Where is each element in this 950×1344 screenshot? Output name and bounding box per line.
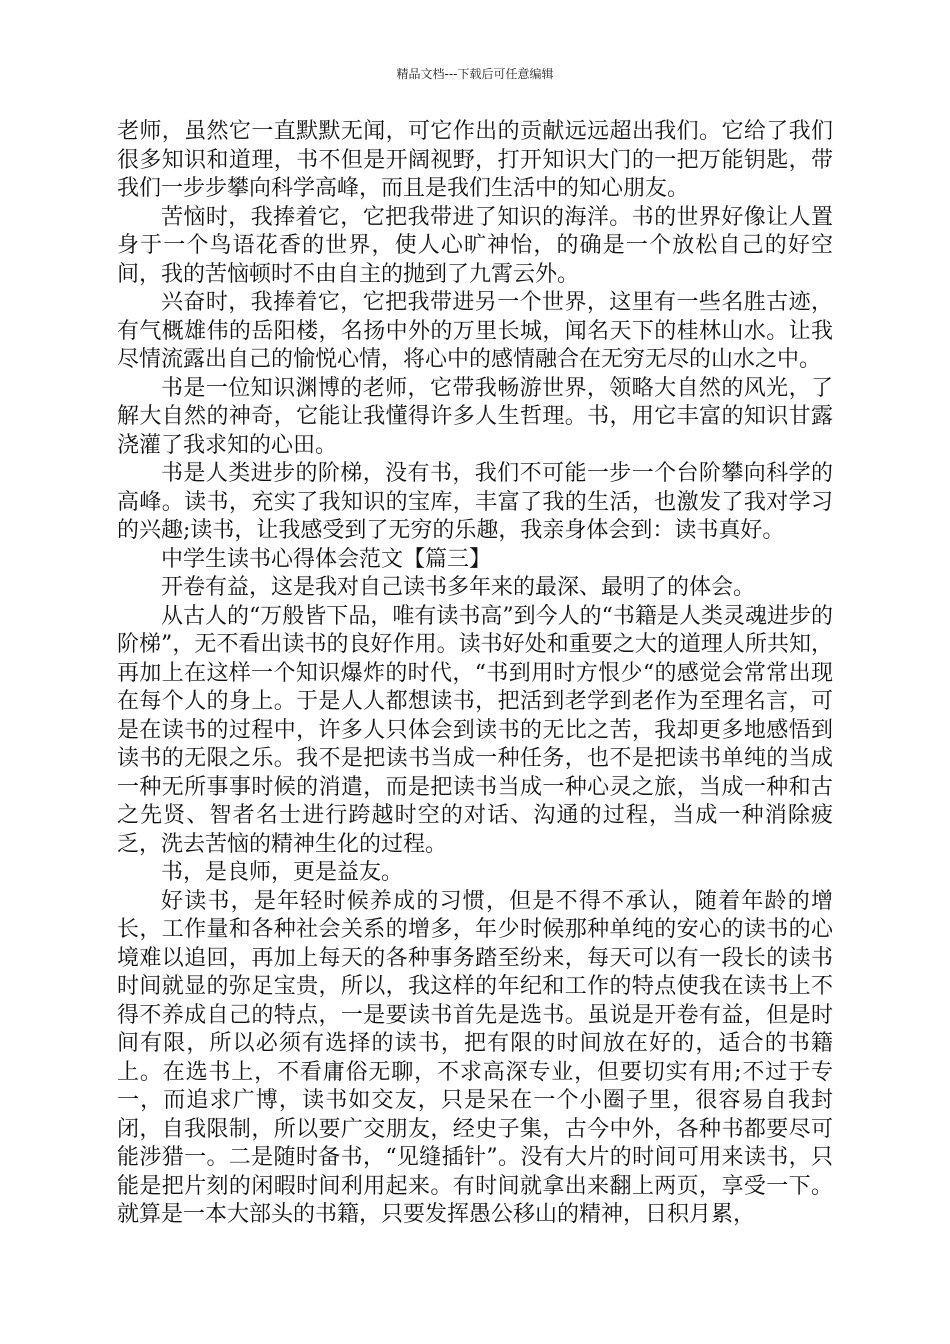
section-title: 中学生读书心得体会范文【篇三】: [161, 546, 492, 572]
paragraph: 书，是良师，更是益友。: [161, 860, 404, 885]
page-header: 精品文档---下载后可任意编辑: [396, 67, 554, 81]
paragraph: 开卷有益，这是我对自己读书多年来的最深、最明了的体会。: [161, 575, 756, 600]
paragraph: 老师，虽然它一直默默无闻，可它作出的贡献远远超出我们。它给了我们很多知识和道理，书不但是开阔视野，打开知识大门的一把万能钥匙，带我们一步步攀向科学高峰，而且是我们生活中的知心朋友。: [117, 119, 833, 201]
document-body: [117, 118, 833, 1230]
paragraph: 书是一位知识渊博的老师，它带我畅游世界，领略大自然的风光，了解大自然的神奇，它能让我懂得许多人生哲理。书，用它丰富的知识甘露浇灌了我求知的心田。: [117, 375, 833, 458]
paragraph: 兴奋时，我捧着它，它把我带进另一个世界，这里有一些名胜古迹，有气概雄伟的岳阳楼，名扬中外的万里长城，闻名天下的桂林山水。让我尽情流露出自己的愉悦心情，将心中的感情融合在无穷无尽的山水之中。: [117, 290, 833, 372]
paragraph: 书是人类进步的阶梯，没有书，我们不可能一步一个台阶攀向科学的高峰。读书，充实了我知识的宝库，丰富了我的生活，也激发了我对学习的兴趣;读书，让我感受到了无穷的乐趣，我亲身体会到：读书真好。: [117, 461, 833, 543]
paragraph: 从古人的“万般皆下品，唯有读书高”到今人的“书籍是人类灵魂进步的阶梯”，无不看出读书的良好作用。读书好处和重要之大的道理人所共知，再加上在这样一个知识爆炸的时代，“书到用时方恨少“的感觉会常常出现在每个人的身上。于是人人都想读书，把活到老学到老作为至理名言，可是在读书的过程中，许多人只体会到读书的无比之苦，我却更多地感悟到读书的无限之乐。我不是把读书当成一种任务，也不是把读书单纯的当成一种无所事事时候的消遣，而是把读书当成一种心灵之旅，当成一种和古之先贤、智者名士进行跨越时空的对话、沟通的过程，当成一种消除疲乏，洗去苦恼的精神生化的过程。: [117, 603, 833, 857]
paragraph: 苦恼时，我捧着它，它把我带进了知识的海洋。书的世界好像让人置身于一个鸟语花香的世界，使人心旷神怡，的确是一个放松自己的好空间，我的苦恼顿时不由自主的抛到了九霄云外。: [117, 204, 833, 287]
paragraph: 好读书，是年轻时候养成的习惯，但是不得不承认，随着年龄的增长，工作量和各种社会关系的增多，年少时候那种单纯的安心的读书的心境难以追回，再加上每天的各种事务踏至纷来，每天可以有一段长的读书时间就显的弥足宝贵，所以，我这样的年纪和工作的特点使我在读书上不得不养成自己的特点，一是要读书首先是选书。虽说是开卷有益，但是时间有限，所以必须有选择的读书，把有限的时间放在好的，适合的书籍上。在选书上，不看庸俗无聊，不求高深专业，但要切实有用;不过于专一，而追求广博，读书如交友，只是呆在一个小圈子里，很容易自我封闭，自我限制，所以要广交朋友，经史子集，古今中外，各种书都要尽可能涉猎一。二是随时备书，“见缝插针”。没有大片的时间可用来读书，只能是把片刻的闲暇时间利用起来。有时间就拿出来翻上两页，享受一下。就算是一本大部头的书籍，只要发挥愚公移山的精神，日积月累，: [117, 888, 833, 1227]
